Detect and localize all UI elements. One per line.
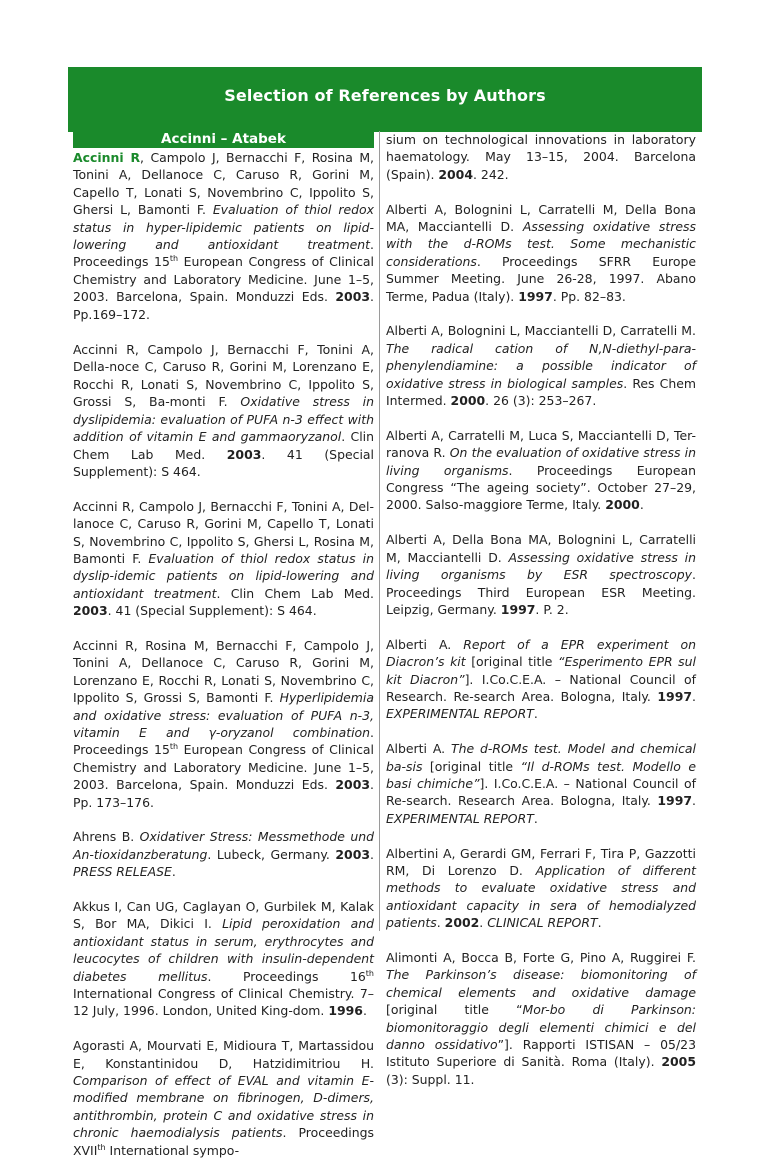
ref-authors: Alimonti A, Bocca B, Forte G, Pino A, Ruggirei F. xyxy=(386,949,696,965)
ref-authors: Accinni R, Campolo J, Bernacchi F, Tonini A, Del-lanoce C, Caruso R, Gorini M, Capello T, Lonati S, Novembrino C, Ippolito S, Ghersi L, Rosina M, Bamonti F. xyxy=(73,498,374,566)
highlighted-author: Accinni R xyxy=(73,150,141,165)
ref-text: (3): Suppl. 11. xyxy=(386,1071,475,1087)
ref-year: 2003 xyxy=(73,603,108,619)
ref-text: . Lubeck, Germany. xyxy=(207,846,336,862)
ref-text: . xyxy=(692,793,696,809)
ref-year: 2003 xyxy=(335,777,371,793)
ref-authors: Alberti A, Bolognini L, Macciantelli D, Carratelli M. xyxy=(386,323,696,339)
page-title: Selection of References by Authors xyxy=(224,86,546,105)
ref-year: 2002 xyxy=(444,915,480,931)
ref-text: sium on technological innovations in laboratory haematology. May 13–15, 2004. Barcelona (Spain). xyxy=(386,132,696,182)
ref-text: . 41 (Special Supplement): S 464. xyxy=(73,446,374,479)
ref-text: ”]. Rapporti ISTISAN – 05/23 Istituto Superiore di Sanità. Roma (Italy). xyxy=(386,1037,696,1070)
ref-title: Hyperlipidemia and oxidative stress: evaluation of PUFA n-3, vitamin E and γ-oryzanol combination xyxy=(73,690,374,740)
ref-text: . Clin Chem Lab Med. xyxy=(73,429,375,462)
ref-text: International Congress of Clinical Chemistry. 7–12 July, 1996. London, United King-dom. xyxy=(73,986,374,1019)
ref-title: Application of different methods to evaluate oxidative stress and antioxidant capacity in sera of hemodialyzed patients xyxy=(386,862,696,931)
ref-year: 2004 xyxy=(438,166,473,182)
ref-authors: , Campolo J, Bernacchi F, Rosina M, Tonini A, Dellanoce C, Caruso R, Gorini M, Capello T, Lonati S, Novembrino C, Ippolito S, Ghersi L, Bamonti F. xyxy=(73,150,375,218)
ref-original-title: “Il d-ROMs test. Modello e basi chimiche” xyxy=(386,758,696,791)
ref-text: . Proceedings XVII xyxy=(73,1125,375,1158)
reference-entry xyxy=(73,637,374,811)
ref-text: . xyxy=(639,497,644,513)
ref-report-type: EXPERIMENTAL REPORT xyxy=(386,706,534,722)
ref-text: ]. I.Co.C.E.A. – National Council of Research. Re-search Area. Bologna, Italy. xyxy=(386,671,697,704)
ref-text: [original title xyxy=(465,654,558,670)
ref-text: [original title xyxy=(422,758,521,774)
ref-title: Comparison of effect of EVAL and vitamin E-modified membrane on fibrinogen, D-dimers, antithrombin, protein C and oxidative stress in chronic haemodialysis patients xyxy=(73,1073,374,1141)
reference-entry xyxy=(386,201,696,305)
ref-text: . P. 2. xyxy=(535,601,569,617)
ref-sup: th xyxy=(365,968,375,978)
ref-text: . 26 (3): 253–267. xyxy=(485,393,597,409)
column-divider xyxy=(379,131,380,931)
section-heading: Accinni – Atabek xyxy=(73,131,374,148)
reference-entry xyxy=(73,898,374,1020)
ref-sup: th xyxy=(97,1142,106,1152)
ref-report-type: CLINICAL REPORT xyxy=(487,915,598,931)
left-column xyxy=(73,131,374,1176)
ref-text: . xyxy=(479,915,488,931)
reference-entry xyxy=(73,149,374,323)
ref-authors: Alberti A, Carratelli M, Luca S, Macciantelli D, Ter-ranova R. xyxy=(386,427,696,461)
ref-text: ]. I.Co.C.E.A. – National Council of Re-search. Research Area. Bologna, Italy. xyxy=(386,775,696,809)
ref-year: 1997 xyxy=(500,601,536,617)
ref-authors: Ahrens B. xyxy=(73,829,140,845)
ref-text: . Proceedings Third European ESR Meeting. Leipzig, Germany. xyxy=(386,567,696,617)
ref-authors: Alberti A, Bolognini L, Carratelli M, Della Bona MA, Macciantelli D. xyxy=(386,201,696,235)
reference-entry xyxy=(386,531,696,618)
ref-text: . Pp. 82–83. xyxy=(552,288,626,304)
ref-title: Report of a EPR experiment on Diacron’s kit xyxy=(386,636,696,670)
ref-authors: Albertini A, Gerardi GM, Ferrari F, Tira P, Gazzotti RM, Di Lorenzo D. xyxy=(386,845,696,878)
ref-text: . xyxy=(533,810,538,826)
ref-authors: Alberti A, Della Bona MA, Bolognini L, Carratelli M, Macciantelli D. xyxy=(386,532,696,565)
ref-authors: Accinni R, Campolo J, Bernacchi F, Tonini A, Della-noce C, Caruso R, Gorini M, Lorenzano E, Rocchi R, Lonati S, Novembrino C, Ippolito S, Grossi S, Ba-monti F. xyxy=(73,342,374,410)
ref-text: . xyxy=(171,864,176,880)
reference-entry xyxy=(386,427,696,514)
ref-report-type: PRESS RELEASE xyxy=(73,864,172,880)
ref-title: The Parkinson’s disease: biomonitoring of chemical elements and oxidative damage xyxy=(386,967,696,1000)
ref-year: 2003 xyxy=(335,846,371,862)
ref-authors: Alberti A. xyxy=(386,636,464,652)
right-column xyxy=(386,131,696,1106)
reference-entry xyxy=(73,828,374,880)
ref-year: 2000 xyxy=(450,393,486,409)
ref-title: Oxidative stress in dyslipidemia: evaluation of PUFA n-3 effect with addition of vitamin E and gammaoryzanol xyxy=(73,394,374,445)
ref-original-title: Mor-bo di Parkinson: biomonitoraggio degli elementi chimici e del danno ossidativo xyxy=(386,1002,697,1052)
reference-entry xyxy=(386,322,696,409)
ref-year: 2003 xyxy=(335,289,371,305)
ref-text: . 41 (Special Supplement): S 464. xyxy=(107,603,317,619)
reference-entry xyxy=(386,949,696,1088)
ref-authors: Alberti A. xyxy=(386,741,451,757)
reference-entry xyxy=(73,341,374,480)
ref-text: . xyxy=(370,846,374,862)
ref-year: 1997 xyxy=(657,688,693,704)
ref-year: 1997 xyxy=(518,288,553,304)
ref-title: On the evaluation of oxidative stress in living organisms xyxy=(386,445,696,478)
ref-title: Evaluation of thiol redox status in hyper-lipidemic patients on lipid-lowering and antioxidant treatment xyxy=(73,202,374,253)
ref-title: Assessing oxidative stress with the d-ROMs test. Some mechanistic considerations xyxy=(386,219,697,269)
ref-text: . xyxy=(362,1003,367,1019)
reference-entry xyxy=(386,845,696,932)
ref-text: . xyxy=(533,706,538,722)
ref-year: 2003 xyxy=(226,446,262,462)
ref-text: . Proceedings 15 xyxy=(73,237,374,270)
ref-text: . Proceedings 15 xyxy=(73,724,374,758)
ref-title: Evaluation of thiol redox status in dyslip-idemic patients on lipid-lowering and antioxidant treatment xyxy=(73,550,374,601)
ref-title: The radical cation of N,N-diethyl-para-phenylendiamine: a possible indicator of oxidative stress in biological samples xyxy=(386,340,696,391)
reference-entry xyxy=(386,740,696,827)
ref-text: . Clin Chem Lab Med. xyxy=(216,585,374,601)
ref-text: . xyxy=(436,915,445,931)
ref-text: . Proceedings SFRR Europe Summer Meeting. June 26-28, 1997. Abano Terme, Padua (Italy). xyxy=(386,253,696,304)
reference-entry xyxy=(73,498,374,620)
ref-text: European Congress of Clinical Chemistry and Laboratory Medicine. June 1–5, 2003. Barcelona, Spain. Monduzzi Eds. xyxy=(73,742,375,793)
ref-title: The d-ROMs test. Model and chemical ba-sis xyxy=(386,741,696,774)
ref-original-title: “Esperimento EPR sul kit Diacron” xyxy=(386,654,696,687)
ref-text: . Pp.169–172. xyxy=(73,289,374,322)
ref-text: . Pp. 173–176. xyxy=(73,777,374,810)
ref-sup: th xyxy=(169,254,179,264)
ref-text: International sympo- xyxy=(105,1142,240,1158)
ref-year: 2000 xyxy=(605,497,640,513)
ref-text: . xyxy=(597,915,602,931)
ref-title: Lipid peroxidation and antioxidant status in serum, erythrocytes and leucocytes of children with insulin-dependent diabetes mellitus xyxy=(73,916,374,984)
ref-year: 2005 xyxy=(661,1054,696,1070)
reference-entry xyxy=(386,131,696,183)
ref-text: . 242. xyxy=(473,166,509,182)
ref-text: . Res Chem Intermed. xyxy=(386,375,696,409)
ref-title: Assessing oxidative stress in living organisms by ESR spectroscopy xyxy=(386,549,696,583)
reference-entry xyxy=(386,636,696,723)
ref-text: . Proceedings 16 xyxy=(207,968,366,984)
ref-sup: th xyxy=(169,742,179,752)
ref-text: European Congress of Clinical Chemistry and Laboratory Medicine. June 1–5, 2003. Barcelona, Spain. Monduzzi Eds. xyxy=(73,254,375,305)
ref-text: . xyxy=(692,688,696,704)
ref-authors: Accinni R, Rosina M, Bernacchi F, Campolo J, Tonini A, Dellanoce C, Caruso R, Gorini M, Lorenzano E, Rocchi R, Lonati S, Novembrino C, Ippolito S, Grossi S, Bamonti F. xyxy=(73,637,374,706)
ref-text: . Proceedings European Congress “The ageing society”. October 27–29, 2000. Salso-maggiore Terme, Italy. xyxy=(386,462,696,513)
ref-year: 1997 xyxy=(657,793,693,809)
ref-authors: Agorasti A, Mourvati E, Midioura T, Martassidou E, Konstantinidou D, Hatzidimitriou H. xyxy=(73,1038,374,1071)
ref-text: [original title “ xyxy=(386,1002,523,1018)
ref-year: 1996 xyxy=(328,1003,363,1019)
ref-report-type: EXPERIMENTAL REPORT xyxy=(386,810,534,826)
ref-title: Oxidativer Stress: Messmethode und An-tioxidanzberatung xyxy=(73,829,374,862)
ref-authors: Akkus I, Can UG, Caglayan O, Gurbilek M, Kalak S, Bor MA, Dikici I. xyxy=(73,899,374,932)
reference-entry xyxy=(73,1037,374,1159)
